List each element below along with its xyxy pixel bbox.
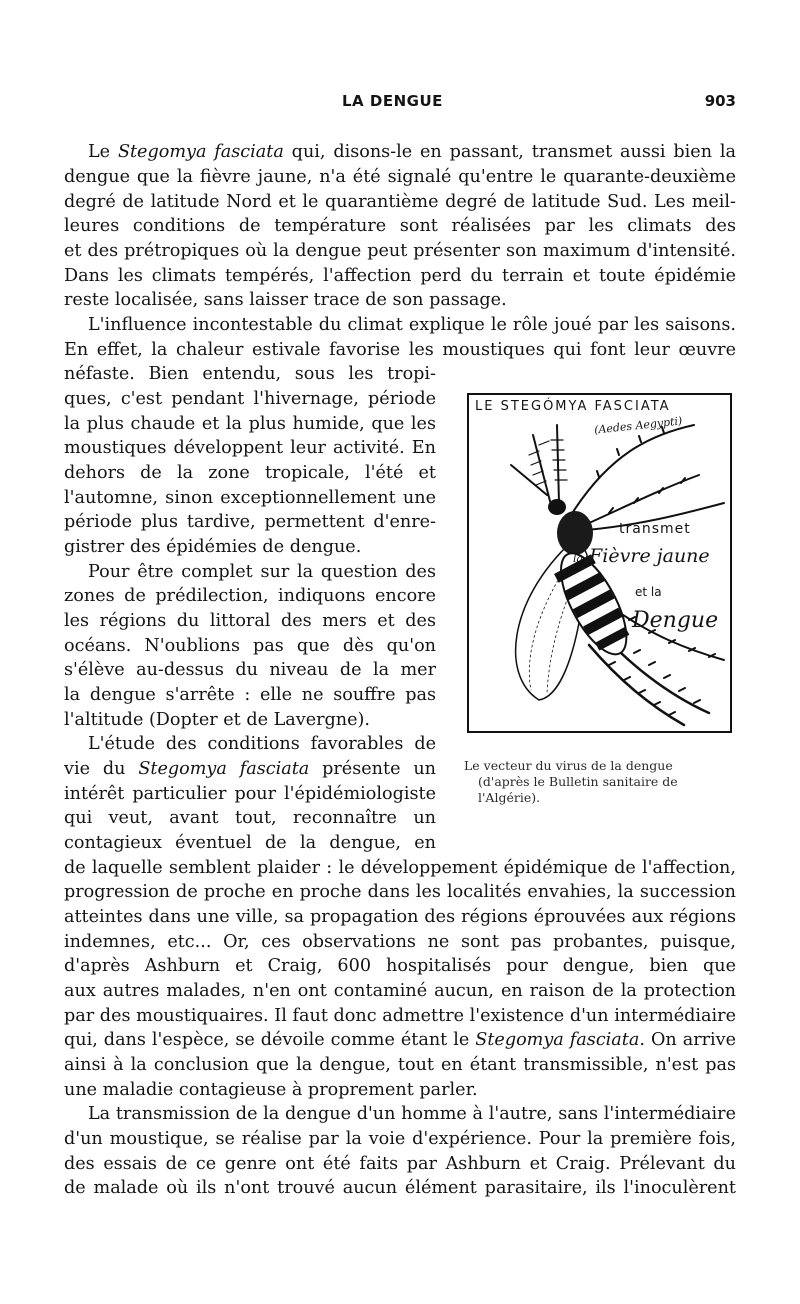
text-line: ainsi à la conclusion que la dengue, tout en étant transmissible, n'est pas xyxy=(64,1055,736,1075)
figure-title: LE STEGÓMYA FASCIATA xyxy=(475,399,671,414)
text-line: une maladie contagieuse à proprement parler. xyxy=(64,1080,478,1100)
text-line: En effet, la chaleur estivale favorise les moustiques qui font leur œuvre xyxy=(64,340,736,360)
text-line: d'après Ashburn et Craig, 600 hospitalisés pour dengue, bien que xyxy=(64,956,736,976)
text-line: la plus chaude et la plus humide, que les xyxy=(64,414,436,434)
running-title: LA DENGUE xyxy=(342,92,443,110)
text-line: leures conditions de température sont réalisées par les climats des xyxy=(64,216,736,236)
text-line: progression de proche en proche dans les localités envahies, la succession xyxy=(64,882,736,902)
mosquito-illustration xyxy=(467,393,732,733)
figure-label-fievre-jaune: la Fièvre jaune xyxy=(573,545,710,567)
text-line: aux autres malades, n'en ont contaminé aucun, en raison de la protection xyxy=(64,981,736,1001)
text-line: vie du Stegomya fasciata présente un xyxy=(64,759,436,779)
text-line: et des prétropiques où la dengue peut présenter son maximum d'intensité. xyxy=(64,241,736,261)
text-line: L'étude des conditions favorables de xyxy=(88,734,436,754)
text-line: s'élève au-dessus du niveau de la mer xyxy=(64,660,436,680)
text-line: la dengue s'arrête : elle ne souffre pas xyxy=(64,685,436,705)
text-line: L'influence incontestable du climat explique le rôle joué par les saisons. xyxy=(88,315,736,335)
caption-line: Le vecteur du virus de la dengue xyxy=(464,758,673,773)
text-line: reste localisée, sans laisser trace de son passage. xyxy=(64,290,507,310)
text-line: dengue que la fièvre jaune, n'a été signalé qu'entre le quarante-deuxième xyxy=(64,167,736,187)
text-line: néfaste. Bien entendu, sous les tropi- xyxy=(64,364,436,384)
text-line: contagieux éventuel de la dengue, en xyxy=(64,833,436,853)
text-line: de laquelle semblent plaider : le développement épidémique de l'affection, xyxy=(64,858,736,878)
text-line: intérêt particulier pour l'épidémiologiste xyxy=(64,784,436,804)
text-line: de malade où ils n'ont trouvé aucun élément parasitaire, ils l'inoculèrent xyxy=(64,1178,736,1198)
text-line: l'automne, sinon exceptionnellement une xyxy=(64,488,436,508)
figure-label-et-la: et la xyxy=(635,585,662,599)
text-line: moustiques développent leur activité. En xyxy=(64,438,436,458)
text-line: période plus tardive, permettent d'enre- xyxy=(64,512,436,532)
text-line: indemnes, etc... Or, ces observations ne sont pas probantes, puisque, xyxy=(64,932,736,952)
text-line: océans. N'oublions pas que dès qu'on xyxy=(64,636,436,656)
text-line: Pour être complet sur la question des xyxy=(88,562,436,582)
text-line: degré de latitude Nord et le quarantième degré de latitude Sud. Les meil- xyxy=(64,192,736,212)
text-line: Dans les climats tempérés, l'affection perd du terrain et toute épidémie xyxy=(64,266,736,286)
figure-subtitle: (Aedes Aegypti) xyxy=(593,414,683,437)
figure-caption xyxy=(464,758,732,806)
text-line: atteintes dans une ville, sa propagation des régions éprouvées aux régions xyxy=(64,907,736,927)
page-header xyxy=(0,92,800,114)
text-line: l'altitude (Dopter et de Lavergne). xyxy=(64,710,370,730)
text-line: qui veut, avant tout, reconnaître un xyxy=(64,808,436,828)
text-line: ques, c'est pendant l'hivernage, période xyxy=(64,389,436,409)
text-line: d'un moustique, se réalise par la voie d'expérience. Pour la première fois, xyxy=(64,1129,736,1149)
caption-line: (d'après le Bulletin sanitaire de xyxy=(478,774,678,789)
page-number: 903 xyxy=(704,92,736,110)
text-line: les régions du littoral des mers et des xyxy=(64,611,436,631)
figure-label-transmet: transmet xyxy=(619,521,691,537)
figure-label-dengue: Dengue xyxy=(632,608,719,633)
text-line: gistrer des épidémies de dengue. xyxy=(64,537,362,557)
text-line: dehors de la zone tropicale, l'été et xyxy=(64,463,436,483)
text-line: qui, dans l'espèce, se dévoile comme étant le Stegomya fasciata. On arrive xyxy=(64,1030,736,1050)
text-line: Le Stegomya fasciata qui, disons-le en passant, transmet aussi bien la xyxy=(88,142,736,162)
text-line: La transmission de la dengue d'un homme à l'autre, sans l'intermédiaire xyxy=(88,1104,736,1124)
caption-line: l'Algérie). xyxy=(478,790,541,805)
text-line: par des moustiquaires. Il faut donc admettre l'existence d'un intermédiaire xyxy=(64,1006,736,1026)
text-line: zones de prédilection, indiquons encore xyxy=(64,586,436,606)
text-line: des essais de ce genre ont été faits par Ashburn et Craig. Prélevant du xyxy=(64,1154,736,1174)
